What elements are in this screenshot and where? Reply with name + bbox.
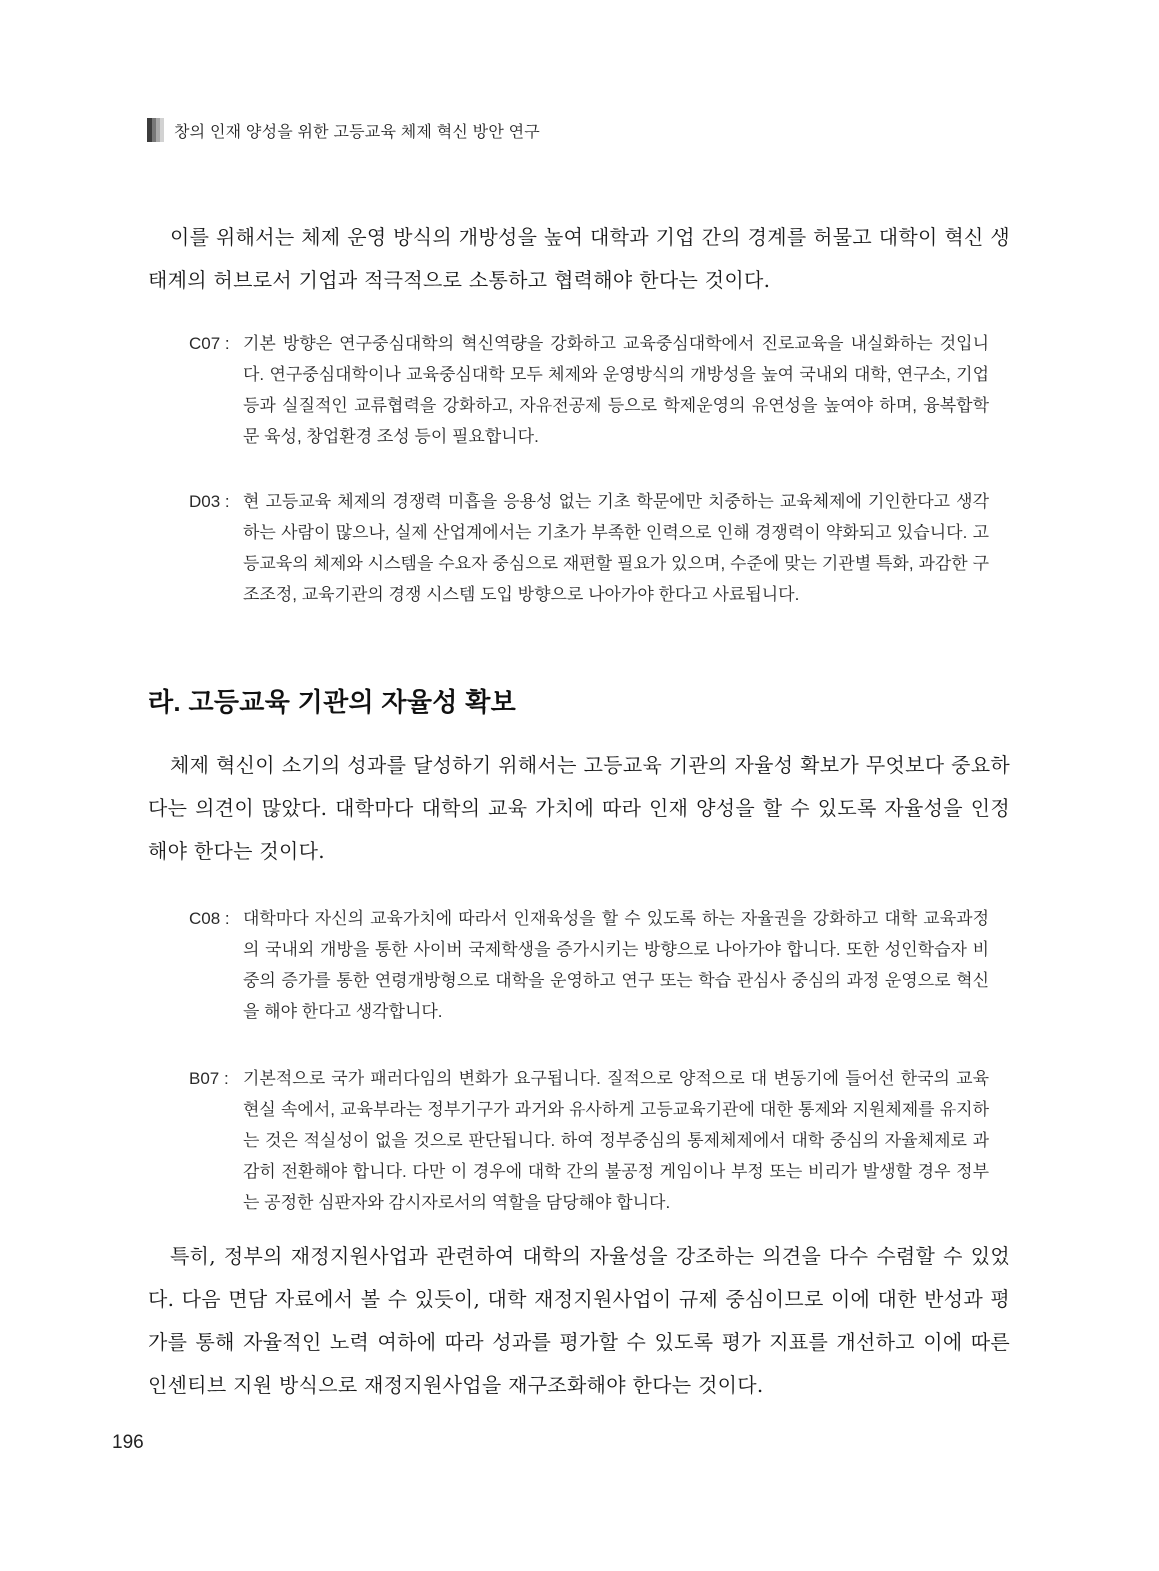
body-paragraph-2: 체제 혁신이 소기의 성과를 달성하기 위해서는 고등교육 기관의 자율성 확보가 무엇보다 중요하다는 의견이 많았다. 대학마다 대학의 교육 가치에 따라 인재 양성을 할 수 있도록 자율성을 인정해야 한다는 것이다. (148, 753, 1010, 863)
quote-text: 기본적으로 국가 패러다임의 변화가 요구됩니다. 질적으로 양적으로 대 변동기에 들어선 한국의 교육 현실 속에서, 교육부라는 정부기구가 과거와 유사하게 고등교육기관에 대한 통제와 지원체제를 유지하는 것은 적실성이 없을 것으로 판단됩니다. 하여 정부중심의 통제체제에서 대학 중심의 자율체제로 과감히 전환해야 합니다. 다만 이 경우에 대학 간의 불공정 게임이나 부정 또는 비리가 발생할 경우 정부는 공정한 심판자와 감시자로서의 역할을 담당해야 합니다. (243, 1069, 989, 1212)
body-paragraph-3: 특히, 정부의 재정지원사업과 관련하여 대학의 자율성을 강조하는 의견을 다수 수렴할 수 있었다. 다음 면담 자료에서 볼 수 있듯이, 대학 재정지원사업이 규제 중심이므로 이에 대한 반성과 평가를 통해 자율적인 노력 여하에 따라 성과를 평가할 수 있도록 평가 지표를 개선하고 이에 따른 인센티브 지원 방식으로 재정지원사업을 재구조화해야 한다는 것이다. (148, 1244, 1010, 1397)
quote-text: 대학마다 자신의 교육가치에 따라서 인재육성을 할 수 있도록 하는 자율권을 강화하고 대학 교육과정의 국내외 개방을 통한 사이버 국제학생을 증가시키는 방향으로 나아가야 합니다. 또한 성인학습자 비중의 증가를 통한 연령개방형으로 대학을 운영하고 연구 또는 학습 관심사 중심의 과정 운영으로 혁신을 해야 한다고 생각합니다. (243, 909, 989, 1021)
body-paragraph-1: 이를 위해서는 체제 운영 방식의 개방성을 높여 대학과 기업 간의 경계를 허물고 대학이 혁신 생태계의 허브로서 기업과 적극적으로 소통하고 협력해야 한다는 것이다. (148, 225, 1010, 292)
interview-quote-c08 (189, 903, 989, 1027)
running-header (147, 117, 540, 143)
interview-quote-b07 (189, 1063, 989, 1218)
running-header-title: 창의 인재 양성을 위한 고등교육 체제 혁신 방안 연구 (174, 123, 540, 141)
interview-quote-d03 (189, 486, 989, 610)
quote-code: D03 : (189, 492, 230, 511)
quote-text: 현 고등교육 체제의 경쟁력 미흡을 응용성 없는 기초 학문에만 치중하는 교육체제에 기인한다고 생각하는 사람이 많으나, 실제 산업계에서는 기초가 부족한 인력으로 인해 경쟁력이 약화되고 있습니다. 고등교육의 체제와 시스템을 수요자 중심으로 재편할 필요가 있으며, 수준에 맞는 기관별 특화, 과감한 구조조정, 교육기관의 경쟁 시스템 도입 방향으로 나아가야 한다고 사료됩니다. (243, 492, 989, 604)
quote-code: C07 : (189, 334, 230, 353)
header-bars-decoration (147, 118, 164, 142)
quote-text: 기본 방향은 연구중심대학의 혁신역량을 강화하고 교육중심대학에서 진로교육을 내실화하는 것입니다. 연구중심대학이나 교육중심대학 모두 체제와 운영방식의 개방성을 높여 국내외 대학, 연구소, 기업 등과 실질적인 교류협력을 강화하고, 자유전공제 등으로 학제운영의 유연성을 높여야 하며, 융복합학문 육성, 창업환경 조성 등이 필요합니다. (243, 334, 989, 446)
section-heading: 라. 고등교육 기관의 자율성 확보 (148, 687, 517, 717)
quote-code: B07 : (189, 1069, 229, 1088)
page-number: 196 (112, 1432, 144, 1453)
header-bar-4 (160, 118, 164, 142)
quote-code: C08 : (189, 909, 230, 928)
interview-quote-c07 (189, 328, 989, 452)
